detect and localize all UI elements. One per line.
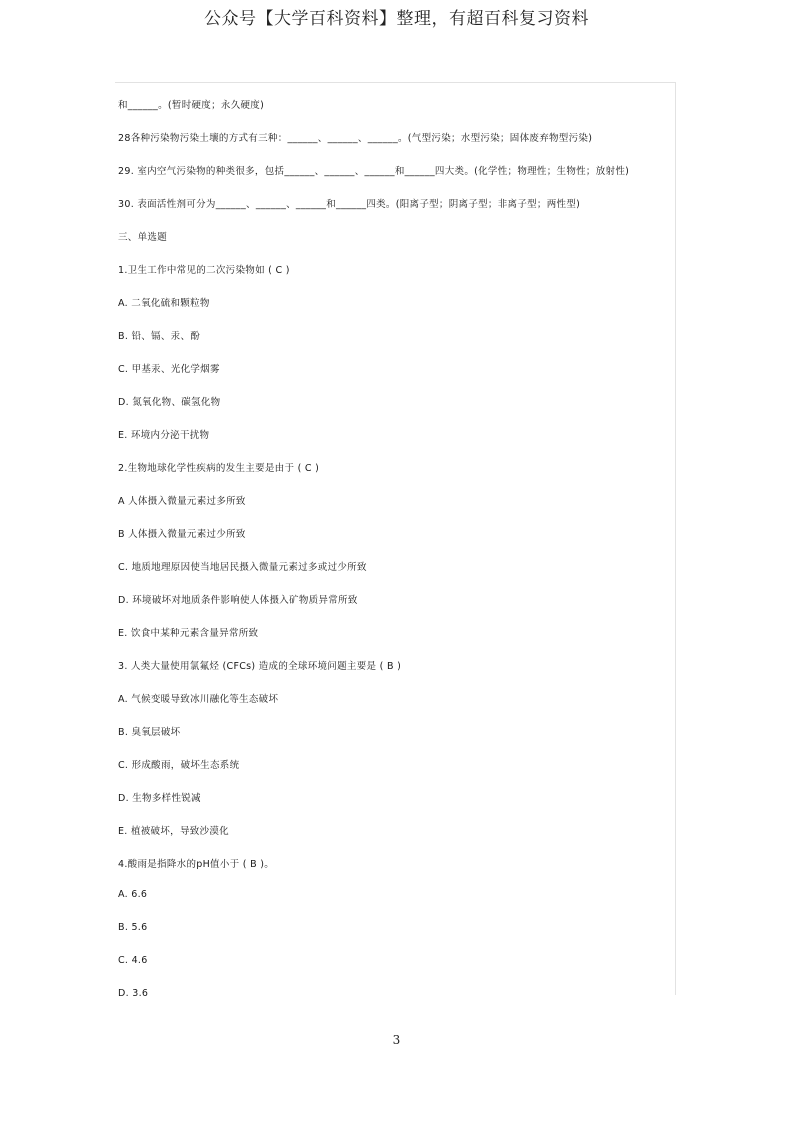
option: E. 环境内分泌干扰物	[118, 430, 210, 441]
option: D. 3.6	[118, 988, 149, 999]
question: 2.生物地球化学性疾病的发生主要是由于 ( C )	[118, 463, 320, 474]
option: D. 环境破坏对地质条件影响使人体摄入矿物质异常所致	[118, 595, 358, 606]
option: B 人体摄入微量元素过少所致	[118, 529, 246, 540]
option: A 人体摄入微量元素过多所致	[118, 496, 246, 507]
question: 1.卫生工作中常见的二次污染物如 ( C )	[118, 265, 290, 276]
text-line: 29. 室内空气污染物的种类很多，包括______、______、______和______四大类。(化学性；物理性；生物性；放射性)	[118, 166, 630, 177]
section-heading: 三、单选题	[118, 232, 168, 243]
option: B. 臭氧层破坏	[118, 727, 181, 738]
option: C. 4.6	[118, 955, 148, 966]
text-line: 30. 表面活性剂可分为______、______、______和______四类。(阳离子型；阴离子型；非离子型；两性型)	[118, 199, 581, 210]
option: A. 二氧化硫和颗粒物	[118, 298, 210, 309]
option: D. 氮氧化物、碳氢化物	[118, 397, 221, 408]
question: 4.酸雨是指降水的pH值小于 ( B )。	[118, 859, 275, 870]
option: A. 气候变暖导致冰川融化等生态破坏	[118, 694, 279, 705]
option: E. 饮食中某种元素含量异常所致	[118, 628, 259, 639]
page-header-title: 公众号【大学百科资料】整理，有超百科复习资料	[204, 9, 589, 29]
option: B. 铅、镉、汞、酚	[118, 331, 201, 342]
option: C. 地质地理原因使当地居民摄入微量元素过多或过少所致	[118, 562, 367, 573]
option: E. 植被破坏，导致沙漠化	[118, 826, 229, 837]
question: 3. 人类大量使用氯氟烃 (CFCs) 造成的全球环境问题主要是 ( B )	[118, 661, 402, 672]
option: C. 形成酸雨，破坏生态系统	[118, 760, 240, 771]
option: B. 5.6	[118, 922, 148, 933]
option: C. 甲基汞、光化学烟雾	[118, 364, 220, 375]
option: D. 生物多样性锐减	[118, 793, 201, 804]
text-line: 28各种污染物污染土壤的方式有三种：______、______、______。(气型污染；水型污染；固体废弃物型污染)	[118, 133, 593, 144]
page-number: 3	[392, 1033, 401, 1047]
option: A. 6.6	[118, 889, 148, 900]
text-line: 和______。(暂时硬度；永久硬度)	[118, 100, 265, 111]
